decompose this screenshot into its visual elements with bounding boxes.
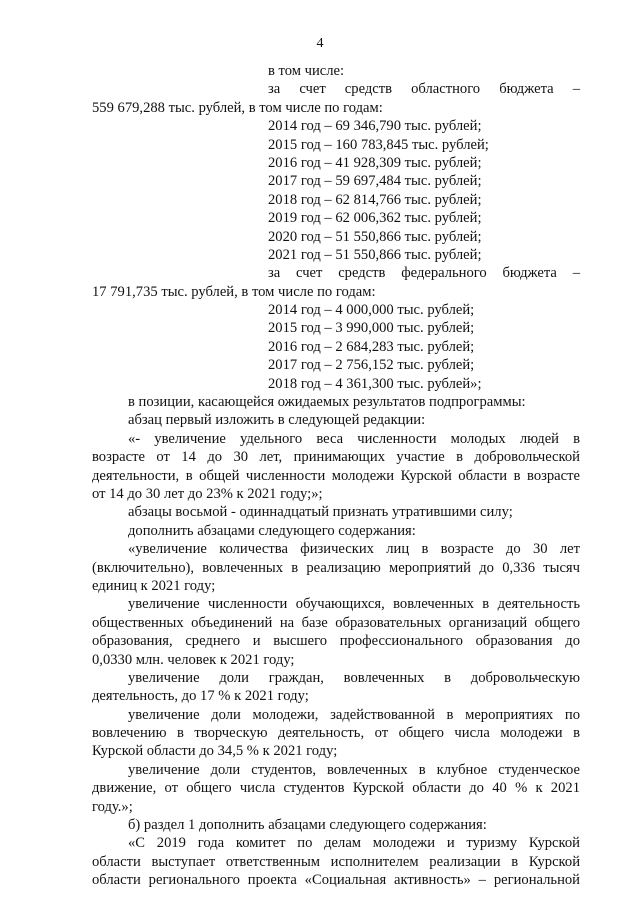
text-line: 559 679,288 тыс. рублей, в том числе по годам: [92, 99, 383, 116]
text-line: году.»; [92, 798, 133, 815]
text-line: движение, от общего числа студентов Курской области до 40 % к 2021 [92, 780, 580, 797]
text-line: от 14 до 30 лет до 23% к 2021 году;»; [92, 485, 323, 502]
text-line: 2018 год – 62 814,766 тыс. рублей; [268, 191, 482, 208]
text-line: возрасте от 14 до 30 лет, принимающих участие в добровольческой [92, 449, 580, 466]
text-line: в том числе: [268, 63, 345, 79]
text-line: общественных объединений на базе образовательных организаций общего [92, 614, 580, 631]
text-line: образования, среднего и высшего профессионального образования до [92, 633, 580, 650]
text-line: 2016 год – 2 684,283 тыс. рублей; [268, 338, 475, 355]
text-line: 2015 год – 160 783,845 тыс. рублей; [268, 136, 489, 153]
text-line: «- увеличение удельного веса численности молодых людей в [128, 430, 580, 447]
text-line: единиц к 2021 году; [92, 577, 216, 594]
text-line: увеличение доли граждан, вовлеченных в добровольческую [128, 669, 580, 686]
text-line: 2019 год – 62 006,362 тыс. рублей; [268, 210, 482, 227]
text-line: 2014 год – 69 346,790 тыс. рублей; [268, 118, 482, 135]
page-number: 4 [316, 36, 324, 51]
text-line: вовлечению в творческую деятельность, от общего числа молодежи в [92, 725, 580, 742]
text-line: «С 2019 года комитет по делам молодежи и туризму Курской [128, 835, 580, 852]
text-line: 2015 год – 3 990,000 тыс. рублей; [268, 320, 475, 337]
text-line: 2016 год – 41 928,309 тыс. рублей; [268, 154, 482, 171]
text-line: 2020 год – 51 550,866 тыс. рублей; [268, 228, 482, 245]
text-line: деятельности, в общей численности молодежи Курской области в возрасте [92, 467, 580, 484]
text-line: в позиции, касающейся ожидаемых результатов подпрограммы: [128, 394, 526, 411]
text-line: 2017 год – 2 756,152 тыс. рублей; [268, 357, 475, 374]
text-line: Курской области до 34,5 % к 2021 году; [92, 743, 338, 760]
text-line: 17 791,735 тыс. рублей, в том числе по годам: [92, 283, 376, 300]
text-line: 2014 год – 4 000,000 тыс. рублей; [268, 302, 475, 319]
document-body [92, 62, 580, 890]
text-line: увеличение доли студентов, вовлеченных в клубное студенческое [128, 761, 580, 778]
text-line: деятельность, до 17 % к 2021 году; [92, 688, 309, 705]
text-line: 2017 год – 59 697,484 тыс. рублей; [268, 173, 482, 190]
text-line: за счет средств областного бюджета – [268, 81, 580, 98]
text-line: 2021 год – 51 550,866 тыс. рублей; [268, 246, 482, 263]
text-line: абзацы восьмой - одиннадцатый признать утратившими силу; [128, 504, 513, 521]
text-line: абзац первый изложить в следующей редакции: [128, 412, 426, 429]
text-line: 2018 год – 4 361,300 тыс. рублей»; [268, 375, 482, 392]
text-line: (включительно), вовлеченных в реализацию мероприятий до 0,336 тысяч [92, 559, 580, 576]
text-line: «увеличение количества физических лиц в возрасте до 30 лет [128, 541, 580, 558]
text-line: дополнить абзацами следующего содержания: [128, 522, 416, 539]
text-line: 0,0330 млн. человек к 2021 году; [92, 651, 295, 668]
text-line: за счет средств федерального бюджета – [268, 265, 580, 282]
text-line: увеличение численности обучающихся, вовлеченных в деятельность [128, 596, 580, 613]
text-line: увеличение доли молодежи, задействованной в мероприятиях по [128, 706, 580, 723]
text-line: области выступает ответственным исполнителем реализации в Курской [92, 853, 580, 870]
text-line: области регионального проекта «Социальная активность» – региональной [92, 872, 580, 889]
text-line: б) раздел 1 дополнить абзацами следующего содержания: [128, 817, 487, 834]
